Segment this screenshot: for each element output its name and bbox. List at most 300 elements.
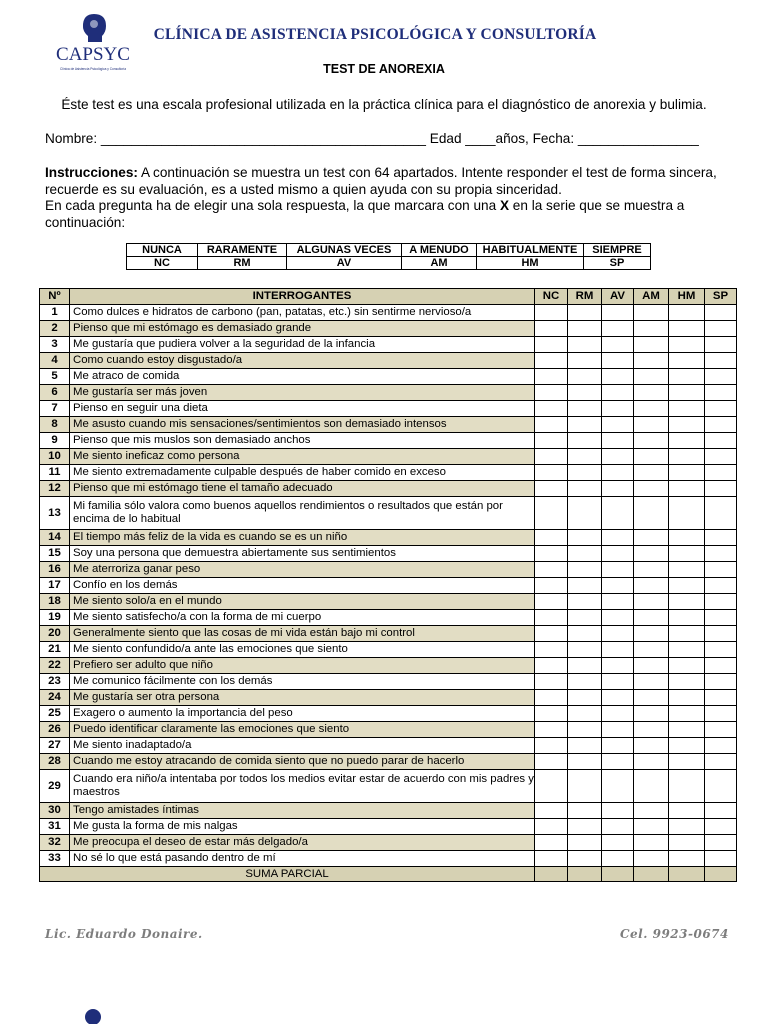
answer-cell-av[interactable] bbox=[602, 594, 634, 610]
answer-cell-nc[interactable] bbox=[535, 530, 568, 546]
answer-cell-av[interactable] bbox=[602, 497, 634, 530]
question-text: Soy una persona que demuestra abiertamente sus sentimientos bbox=[70, 546, 535, 562]
answer-cell-sp[interactable] bbox=[705, 497, 737, 530]
answer-cell-nc[interactable] bbox=[535, 642, 568, 658]
answer-cell-rm[interactable] bbox=[568, 706, 602, 722]
question-text: Mi familia sólo valora como buenos aquellos rendimientos o resultados que están por encima de lo habitual bbox=[70, 497, 535, 530]
question-text: Me aterroriza ganar peso bbox=[70, 562, 535, 578]
header-number: Nº bbox=[40, 289, 70, 305]
answer-cell-sp[interactable] bbox=[705, 353, 737, 369]
question-text: Pienso que mi estómago tiene el tamaño adecuado bbox=[70, 481, 535, 497]
answer-cell-hm[interactable] bbox=[669, 658, 705, 674]
answer-cell-nc[interactable] bbox=[535, 851, 568, 867]
question-text: Pienso que mi estómago es demasiado grande bbox=[70, 321, 535, 337]
answer-cell-av[interactable] bbox=[602, 770, 634, 803]
answer-cell-am[interactable] bbox=[634, 497, 669, 530]
answer-cell-av[interactable] bbox=[602, 562, 634, 578]
answer-cell-sp[interactable] bbox=[705, 803, 737, 819]
answer-cell-hm[interactable] bbox=[669, 401, 705, 417]
answer-cell-sp[interactable] bbox=[705, 738, 737, 754]
answer-cell-av[interactable] bbox=[602, 658, 634, 674]
question-text: Me gustaría que pudiera volver a la seguridad de la infancia bbox=[70, 337, 535, 353]
table-row bbox=[40, 851, 737, 867]
answer-cell-am[interactable] bbox=[634, 417, 669, 433]
answer-cell-rm[interactable] bbox=[568, 546, 602, 562]
header-sp: SP bbox=[705, 289, 737, 305]
answer-cell-am[interactable] bbox=[634, 305, 669, 321]
answer-cell-nc[interactable] bbox=[535, 481, 568, 497]
answer-cell-rm[interactable] bbox=[568, 594, 602, 610]
answer-cell-am[interactable] bbox=[634, 481, 669, 497]
answer-cell-am[interactable] bbox=[634, 738, 669, 754]
answer-cell-hm[interactable] bbox=[669, 642, 705, 658]
table-row bbox=[40, 770, 737, 803]
answer-cell-am[interactable] bbox=[634, 706, 669, 722]
answer-cell-nc[interactable] bbox=[535, 465, 568, 481]
answer-cell-nc[interactable] bbox=[535, 546, 568, 562]
answer-cell-rm[interactable] bbox=[568, 770, 602, 803]
legend-name: SIEMPRE bbox=[584, 244, 651, 257]
question-number: 8 bbox=[40, 417, 70, 433]
answer-cell-av[interactable] bbox=[602, 610, 634, 626]
answer-cell-am[interactable] bbox=[634, 626, 669, 642]
answer-cell-rm[interactable] bbox=[568, 803, 602, 819]
table-row bbox=[40, 449, 737, 465]
legend-name: RARAMENTE bbox=[198, 244, 287, 257]
answer-cell-am[interactable] bbox=[634, 337, 669, 353]
table-row bbox=[40, 690, 737, 706]
answer-cell-hm[interactable] bbox=[669, 626, 705, 642]
answer-cell-sp[interactable] bbox=[705, 626, 737, 642]
answer-cell-nc[interactable] bbox=[535, 803, 568, 819]
sum-label: SUMA PARCIAL bbox=[40, 867, 535, 882]
answer-cell-av[interactable] bbox=[602, 481, 634, 497]
signature: Lic. Eduardo Donaire. bbox=[45, 927, 203, 941]
answer-cell-rm[interactable] bbox=[568, 353, 602, 369]
answer-cell-nc[interactable] bbox=[535, 754, 568, 770]
answer-cell-rm[interactable] bbox=[568, 610, 602, 626]
question-number: 32 bbox=[40, 835, 70, 851]
answer-cell-am[interactable] bbox=[634, 530, 669, 546]
answer-cell-hm[interactable] bbox=[669, 433, 705, 449]
answer-cell-nc[interactable] bbox=[535, 353, 568, 369]
answer-cell-am[interactable] bbox=[634, 385, 669, 401]
answer-cell-sp[interactable] bbox=[705, 385, 737, 401]
answer-cell-rm[interactable] bbox=[568, 626, 602, 642]
answer-cell-sp[interactable] bbox=[705, 642, 737, 658]
answer-cell-av[interactable] bbox=[602, 706, 634, 722]
question-number: 22 bbox=[40, 658, 70, 674]
question-text: Me siento solo/a en el mundo bbox=[70, 594, 535, 610]
clinic-name: CLÍNICA DE ASISTENCIA PSICOLÓGICA Y CONSULTORÍA bbox=[153, 26, 597, 43]
table-row bbox=[40, 819, 737, 835]
answer-cell-sp[interactable] bbox=[705, 369, 737, 385]
answer-cell-av[interactable] bbox=[602, 369, 634, 385]
answer-cell-nc[interactable] bbox=[535, 706, 568, 722]
question-number: 30 bbox=[40, 803, 70, 819]
answer-cell-hm[interactable] bbox=[669, 481, 705, 497]
instructions-text-1: A continuación se muestra un test con 64 apartados. Intente responder el test de forma sincera, recuerde es su evaluación, es a usted mismo a quien ayuda con su propia sinceridad. bbox=[45, 165, 717, 197]
answer-cell-sp[interactable] bbox=[705, 417, 737, 433]
question-text: Me gusta la forma de mis nalgas bbox=[70, 819, 535, 835]
answer-cell-sp[interactable] bbox=[705, 401, 737, 417]
answer-cell-am[interactable] bbox=[634, 321, 669, 337]
question-text: Tengo amistades íntimas bbox=[70, 803, 535, 819]
answer-cell-sp[interactable] bbox=[705, 674, 737, 690]
answer-cell-nc[interactable] bbox=[535, 369, 568, 385]
question-text: Me siento ineficaz como persona bbox=[70, 449, 535, 465]
question-number: 7 bbox=[40, 401, 70, 417]
table-row bbox=[40, 497, 737, 530]
answer-cell-am[interactable] bbox=[634, 642, 669, 658]
answer-cell-av[interactable] bbox=[602, 835, 634, 851]
answer-cell-sp[interactable] bbox=[705, 321, 737, 337]
answer-cell-rm[interactable] bbox=[568, 337, 602, 353]
table-header-row bbox=[40, 289, 737, 305]
question-text: Me atraco de comida bbox=[70, 369, 535, 385]
answer-cell-nc[interactable] bbox=[535, 690, 568, 706]
answer-cell-rm[interactable] bbox=[568, 385, 602, 401]
question-text: No sé lo que está pasando dentro de mí bbox=[70, 851, 535, 867]
answer-cell-sp[interactable] bbox=[705, 546, 737, 562]
answer-cell-am[interactable] bbox=[634, 803, 669, 819]
answer-cell-am[interactable] bbox=[634, 690, 669, 706]
answer-cell-nc[interactable] bbox=[535, 305, 568, 321]
answer-cell-hm[interactable] bbox=[669, 321, 705, 337]
question-number: 4 bbox=[40, 353, 70, 369]
table-row bbox=[40, 578, 737, 594]
question-text: Como dulces e hidratos de carbono (pan, patatas, etc.) sin sentirme nervioso/a bbox=[70, 305, 535, 321]
answer-cell-av[interactable] bbox=[602, 465, 634, 481]
question-text: Me siento confundido/a ante las emociones que siento bbox=[70, 642, 535, 658]
answer-cell-hm[interactable] bbox=[669, 594, 705, 610]
answer-cell-nc[interactable] bbox=[535, 337, 568, 353]
answer-cell-am[interactable] bbox=[634, 674, 669, 690]
answer-cell-sp[interactable] bbox=[705, 433, 737, 449]
legend-name: NUNCA bbox=[127, 244, 198, 257]
legend-code: HM bbox=[477, 257, 584, 270]
answer-cell-sp[interactable] bbox=[705, 594, 737, 610]
answer-cell-av[interactable] bbox=[602, 803, 634, 819]
answer-cell-hm[interactable] bbox=[669, 385, 705, 401]
answer-cell-rm[interactable] bbox=[568, 642, 602, 658]
answer-cell-hm[interactable] bbox=[669, 546, 705, 562]
table-row bbox=[40, 305, 737, 321]
question-text: Cuando era niño/a intentaba por todos los medios evitar estar de acuerdo con mis padres y maestros bbox=[70, 770, 535, 803]
answer-cell-nc[interactable] bbox=[535, 722, 568, 738]
answer-cell-nc[interactable] bbox=[535, 819, 568, 835]
answer-cell-av[interactable] bbox=[602, 690, 634, 706]
answer-cell-av[interactable] bbox=[602, 353, 634, 369]
answer-cell-am[interactable] bbox=[634, 353, 669, 369]
header-rm: RM bbox=[568, 289, 602, 305]
answer-cell-am[interactable] bbox=[634, 835, 669, 851]
answer-cell-rm[interactable] bbox=[568, 497, 602, 530]
header-nc: NC bbox=[535, 289, 568, 305]
question-number: 14 bbox=[40, 530, 70, 546]
instructions-label: Instrucciones: bbox=[45, 165, 138, 180]
answer-cell-nc[interactable] bbox=[535, 626, 568, 642]
sum-cell[interactable] bbox=[634, 867, 669, 882]
answer-cell-hm[interactable] bbox=[669, 819, 705, 835]
question-number: 19 bbox=[40, 610, 70, 626]
answer-cell-rm[interactable] bbox=[568, 658, 602, 674]
answer-cell-sp[interactable] bbox=[705, 465, 737, 481]
answer-cell-av[interactable] bbox=[602, 321, 634, 337]
answer-cell-rm[interactable] bbox=[568, 321, 602, 337]
answer-cell-am[interactable] bbox=[634, 658, 669, 674]
answer-cell-sp[interactable] bbox=[705, 690, 737, 706]
answer-cell-rm[interactable] bbox=[568, 417, 602, 433]
answer-cell-rm[interactable] bbox=[568, 835, 602, 851]
legend-name: A MENUDO bbox=[402, 244, 477, 257]
answer-cell-sp[interactable] bbox=[705, 658, 737, 674]
answer-cell-am[interactable] bbox=[634, 449, 669, 465]
answer-cell-rm[interactable] bbox=[568, 562, 602, 578]
answer-cell-am[interactable] bbox=[634, 851, 669, 867]
instructions bbox=[45, 165, 735, 231]
answer-cell-nc[interactable] bbox=[535, 578, 568, 594]
logo-text: CAPSYC bbox=[56, 44, 130, 65]
question-number: 27 bbox=[40, 738, 70, 754]
answer-cell-am[interactable] bbox=[634, 465, 669, 481]
answer-cell-hm[interactable] bbox=[669, 449, 705, 465]
answer-cell-av[interactable] bbox=[602, 417, 634, 433]
answer-cell-sp[interactable] bbox=[705, 530, 737, 546]
answer-cell-sp[interactable] bbox=[705, 851, 737, 867]
answer-cell-av[interactable] bbox=[602, 819, 634, 835]
answer-cell-nc[interactable] bbox=[535, 321, 568, 337]
answer-cell-hm[interactable] bbox=[669, 722, 705, 738]
table-row bbox=[40, 353, 737, 369]
answer-cell-rm[interactable] bbox=[568, 433, 602, 449]
legend-code: NC bbox=[127, 257, 198, 270]
answer-cell-rm[interactable] bbox=[568, 481, 602, 497]
answer-cell-av[interactable] bbox=[602, 546, 634, 562]
sum-cell[interactable] bbox=[568, 867, 602, 882]
answer-cell-rm[interactable] bbox=[568, 401, 602, 417]
question-text: Prefiero ser adulto que niño bbox=[70, 658, 535, 674]
table-row bbox=[40, 385, 737, 401]
answer-cell-sp[interactable] bbox=[705, 578, 737, 594]
table-row bbox=[40, 433, 737, 449]
answer-cell-nc[interactable] bbox=[535, 385, 568, 401]
test-title: TEST DE ANOREXIA bbox=[323, 62, 445, 76]
answer-cell-rm[interactable] bbox=[568, 819, 602, 835]
answer-cell-av[interactable] bbox=[602, 530, 634, 546]
question-text: Me asusto cuando mis sensaciones/sentimientos son demasiado intensos bbox=[70, 417, 535, 433]
question-text: Exagero o aumento la importancia del peso bbox=[70, 706, 535, 722]
answer-cell-am[interactable] bbox=[634, 610, 669, 626]
answer-cell-sp[interactable] bbox=[705, 562, 737, 578]
legend-code: RM bbox=[198, 257, 287, 270]
questions-table bbox=[39, 288, 737, 882]
answer-cell-sp[interactable] bbox=[705, 305, 737, 321]
answer-cell-av[interactable] bbox=[602, 449, 634, 465]
answer-cell-am[interactable] bbox=[634, 433, 669, 449]
answer-cell-hm[interactable] bbox=[669, 835, 705, 851]
table-row bbox=[40, 722, 737, 738]
answer-cell-av[interactable] bbox=[602, 642, 634, 658]
answer-cell-rm[interactable] bbox=[568, 674, 602, 690]
question-number: 20 bbox=[40, 626, 70, 642]
answer-cell-am[interactable] bbox=[634, 401, 669, 417]
table-row bbox=[40, 369, 737, 385]
answer-cell-nc[interactable] bbox=[535, 658, 568, 674]
answer-cell-rm[interactable] bbox=[568, 530, 602, 546]
table-row bbox=[40, 658, 737, 674]
question-number: 33 bbox=[40, 851, 70, 867]
logo-subtext: Clínica de Asistencia Psicológica y Consultoría bbox=[59, 67, 127, 71]
answer-cell-sp[interactable] bbox=[705, 835, 737, 851]
table-row bbox=[40, 803, 737, 819]
answer-cell-rm[interactable] bbox=[568, 578, 602, 594]
answer-cell-nc[interactable] bbox=[535, 497, 568, 530]
question-number: 16 bbox=[40, 562, 70, 578]
answer-cell-am[interactable] bbox=[634, 770, 669, 803]
question-text: Puedo identificar claramente las emociones que siento bbox=[70, 722, 535, 738]
answer-cell-sp[interactable] bbox=[705, 706, 737, 722]
sum-cell[interactable] bbox=[535, 867, 568, 882]
answer-cell-nc[interactable] bbox=[535, 594, 568, 610]
next-page-logo bbox=[78, 1005, 108, 1029]
answer-cell-hm[interactable] bbox=[669, 530, 705, 546]
answer-cell-rm[interactable] bbox=[568, 690, 602, 706]
answer-cell-av[interactable] bbox=[602, 305, 634, 321]
answer-cell-sp[interactable] bbox=[705, 481, 737, 497]
answer-cell-nc[interactable] bbox=[535, 835, 568, 851]
answer-cell-hm[interactable] bbox=[669, 690, 705, 706]
answer-cell-av[interactable] bbox=[602, 754, 634, 770]
question-number: 11 bbox=[40, 465, 70, 481]
answer-cell-av[interactable] bbox=[602, 337, 634, 353]
answer-cell-hm[interactable] bbox=[669, 674, 705, 690]
table-row bbox=[40, 562, 737, 578]
sum-cell[interactable] bbox=[602, 867, 634, 882]
question-number: 9 bbox=[40, 433, 70, 449]
answer-cell-nc[interactable] bbox=[535, 562, 568, 578]
answer-cell-hm[interactable] bbox=[669, 305, 705, 321]
legend-name: HABITUALMENTE bbox=[477, 244, 584, 257]
question-number: 13 bbox=[40, 497, 70, 530]
answer-cell-rm[interactable] bbox=[568, 305, 602, 321]
answer-cell-sp[interactable] bbox=[705, 754, 737, 770]
answer-cell-sp[interactable] bbox=[705, 722, 737, 738]
answer-cell-sp[interactable] bbox=[705, 819, 737, 835]
table-row bbox=[40, 401, 737, 417]
answer-cell-nc[interactable] bbox=[535, 433, 568, 449]
answer-cell-am[interactable] bbox=[634, 546, 669, 562]
answer-cell-hm[interactable] bbox=[669, 369, 705, 385]
table-row bbox=[40, 465, 737, 481]
table-row bbox=[40, 417, 737, 433]
instructions-mark: X bbox=[499, 198, 510, 213]
table-row bbox=[40, 626, 737, 642]
answer-cell-av[interactable] bbox=[602, 674, 634, 690]
table-row bbox=[40, 530, 737, 546]
answer-cell-rm[interactable] bbox=[568, 449, 602, 465]
answer-cell-nc[interactable] bbox=[535, 417, 568, 433]
answer-cell-am[interactable] bbox=[634, 819, 669, 835]
answer-cell-hm[interactable] bbox=[669, 353, 705, 369]
answer-cell-hm[interactable] bbox=[669, 706, 705, 722]
question-number: 10 bbox=[40, 449, 70, 465]
question-number: 26 bbox=[40, 722, 70, 738]
answer-cell-rm[interactable] bbox=[568, 851, 602, 867]
answer-cell-sp[interactable] bbox=[705, 337, 737, 353]
answer-cell-rm[interactable] bbox=[568, 722, 602, 738]
answer-cell-nc[interactable] bbox=[535, 610, 568, 626]
answer-cell-hm[interactable] bbox=[669, 337, 705, 353]
answer-cell-av[interactable] bbox=[602, 626, 634, 642]
answer-cell-am[interactable] bbox=[634, 754, 669, 770]
answer-cell-rm[interactable] bbox=[568, 738, 602, 754]
answer-cell-rm[interactable] bbox=[568, 465, 602, 481]
answer-cell-av[interactable] bbox=[602, 851, 634, 867]
answer-cell-hm[interactable] bbox=[669, 738, 705, 754]
answer-cell-hm[interactable] bbox=[669, 770, 705, 803]
answer-cell-nc[interactable] bbox=[535, 449, 568, 465]
question-number: 3 bbox=[40, 337, 70, 353]
sum-row bbox=[40, 867, 737, 882]
answer-cell-am[interactable] bbox=[634, 594, 669, 610]
question-number: 29 bbox=[40, 770, 70, 803]
answer-cell-nc[interactable] bbox=[535, 738, 568, 754]
answer-cell-nc[interactable] bbox=[535, 770, 568, 803]
answer-cell-hm[interactable] bbox=[669, 417, 705, 433]
question-text: Pienso que mis muslos son demasiado anchos bbox=[70, 433, 535, 449]
table-row bbox=[40, 835, 737, 851]
answer-cell-rm[interactable] bbox=[568, 754, 602, 770]
answer-cell-av[interactable] bbox=[602, 385, 634, 401]
question-text: Me gustaría ser más joven bbox=[70, 385, 535, 401]
sum-cell[interactable] bbox=[705, 867, 737, 882]
question-number: 23 bbox=[40, 674, 70, 690]
answer-cell-am[interactable] bbox=[634, 578, 669, 594]
answer-cell-av[interactable] bbox=[602, 738, 634, 754]
question-text: Me siento extremadamente culpable después de haber comido en exceso bbox=[70, 465, 535, 481]
question-text: Confío en los demás bbox=[70, 578, 535, 594]
answer-cell-hm[interactable] bbox=[669, 851, 705, 867]
answer-cell-sp[interactable] bbox=[705, 770, 737, 803]
answer-cell-nc[interactable] bbox=[535, 674, 568, 690]
table-row bbox=[40, 546, 737, 562]
answer-cell-am[interactable] bbox=[634, 369, 669, 385]
answer-cell-hm[interactable] bbox=[669, 754, 705, 770]
answer-cell-av[interactable] bbox=[602, 722, 634, 738]
answer-cell-hm[interactable] bbox=[669, 610, 705, 626]
answer-cell-av[interactable] bbox=[602, 401, 634, 417]
answer-cell-hm[interactable] bbox=[669, 465, 705, 481]
header-am: AM bbox=[634, 289, 669, 305]
answer-cell-hm[interactable] bbox=[669, 497, 705, 530]
answer-cell-am[interactable] bbox=[634, 722, 669, 738]
answer-cell-hm[interactable] bbox=[669, 803, 705, 819]
answer-cell-sp[interactable] bbox=[705, 449, 737, 465]
answer-cell-av[interactable] bbox=[602, 578, 634, 594]
head-silhouette-icon bbox=[78, 1005, 108, 1024]
answer-cell-am[interactable] bbox=[634, 562, 669, 578]
answer-cell-hm[interactable] bbox=[669, 578, 705, 594]
answer-cell-nc[interactable] bbox=[535, 401, 568, 417]
sum-cell[interactable] bbox=[669, 867, 705, 882]
answer-cell-av[interactable] bbox=[602, 433, 634, 449]
question-number: 25 bbox=[40, 706, 70, 722]
answer-cell-hm[interactable] bbox=[669, 562, 705, 578]
answer-cell-sp[interactable] bbox=[705, 610, 737, 626]
answer-cell-rm[interactable] bbox=[568, 369, 602, 385]
question-number: 6 bbox=[40, 385, 70, 401]
